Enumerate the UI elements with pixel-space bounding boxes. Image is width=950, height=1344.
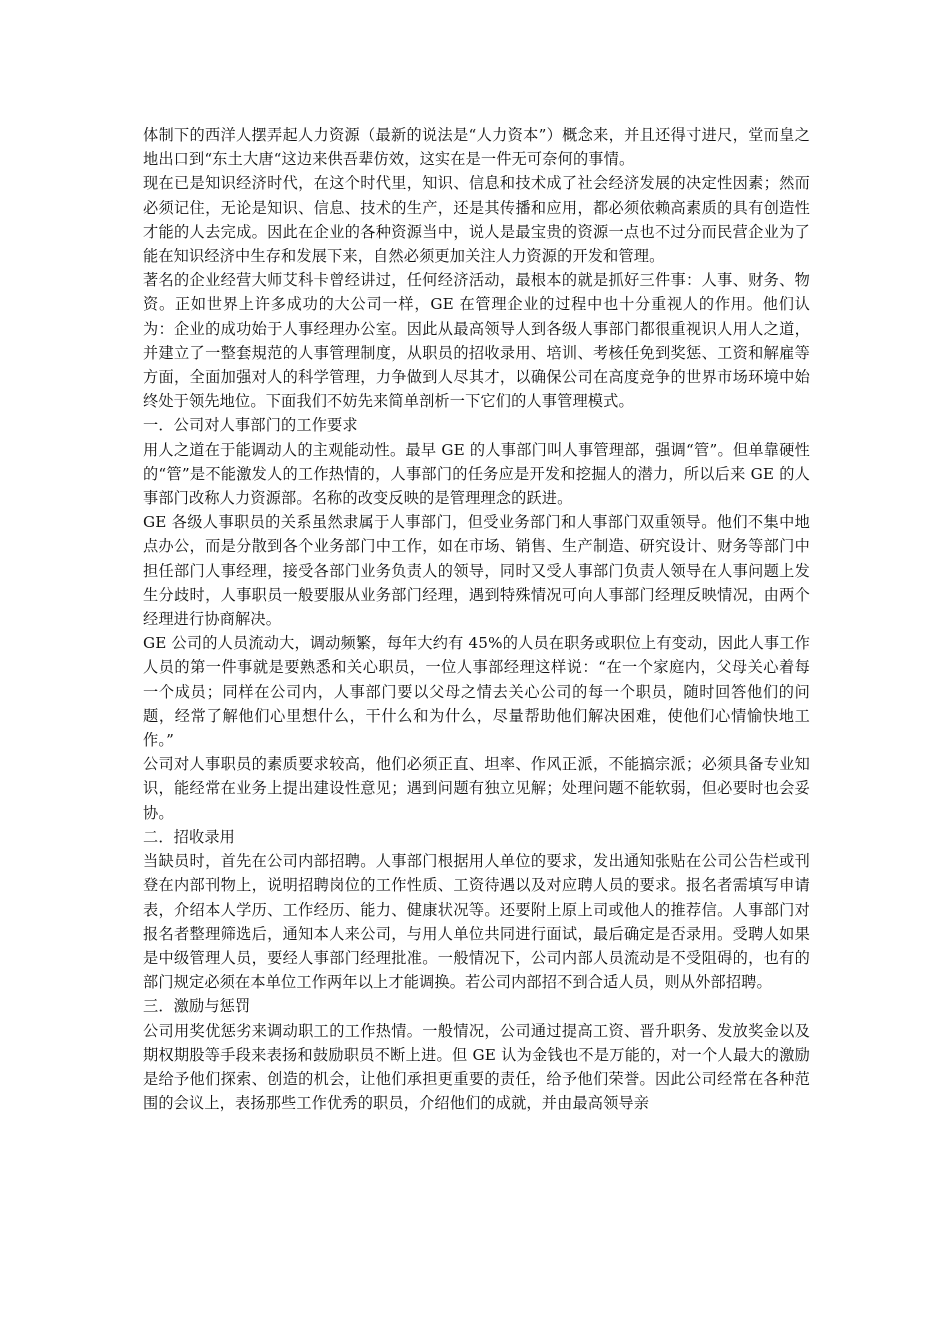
paragraph: 用人之道在于能调动人的主观能动性。最早 GE 的人事部门叫人事管理部，强调“管”。但单靠硬性的“管”是不能激发人的工作热情的，人事部门的任务应是开发和挖掘人的潜力，所以后来 GE 的人事部门改称人力资源部。名称的改变反映的是管理理念的跃进。: [143, 440, 810, 508]
paragraph: 体制下的西洋人摆弄起人力资源（最新的说法是“人力资本”）概念来，并且还得寸进尺，堂而皇之地出口到“东土大唐“这边来供吾辈仿效，这实在是一件无可奈何的事情。: [143, 126, 810, 169]
section-heading: 一．公司对人事部门的工作要求: [143, 416, 358, 435]
section-heading: 二．招收录用: [143, 827, 236, 846]
paragraph: GE 各级人事职员的关系虽然隶属于人事部门，但受业务部门和人事部门双重领导。他们不集中地点办公，而是分散到各个业务部门中工作，如在市场、销售、生产制造、研究设计、财务等部门中担任部门人事经理，接受各部门业务负责人的领导，同时又受人事部门负责人领导在人事问题上发生分歧时，人事职员一般要服从业务部门经理，遇到特殊情况可向人事部门经理反映情况，由两个经理进行协商解决。: [143, 513, 810, 629]
paragraph: GE 公司的人员流动大，调动频繁，每年大约有 45%的人员在职务或职位上有变动，因此人事工作人员的第一件事就是要熟悉和关心职员，一位人事部经理这样说：“在一个家庭内，父母关心着每一个成员；同样在公司内，人事部门要以父母之情去关心公司的每一个职员，随时回答他们的问题，经常了解他们心里想什么，干什么和为什么，尽量帮助他们解决困难，使他们心情愉快地工作。”: [143, 634, 810, 750]
paragraph: 公司用奖优惩劣来调动职工的工作热情。一般情况，公司通过提高工资、晋升职务、发放奖金以及期权期股等手段来表扬和鼓励职员不断上进。但 GE 认为金钱也不是万能的，对一个人最大的激励是给予他们探索、创造的机会，让他们承担更重要的责任，给予他们荣誉。因此公司经常在各种范围的会议上，表扬那些工作优秀的职员，介绍他们的成就，并由最高领导亲: [143, 1021, 810, 1113]
paragraph: 现在已是知识经济时代，在这个时代里，知识、信息和技术成了社会经济发展的决定性因素；然而必须记住，无论是知识、信息、技术的生产，还是其传播和应用，都必须依赖高素质的具有创造性才能的人去完成。因此在企业的各种资源当中，说人是最宝贵的资源一点也不过分而民营企业为了能在知识经济中生存和发展下来，自然必须更加关注人力资源的开发和管理。: [143, 174, 810, 266]
section-heading: 三．激励与惩罚: [143, 997, 251, 1016]
document-body: [143, 123, 810, 1115]
paragraph: 著名的企业经营大师艾科卡曾经讲过，任何经济活动，最根本的就是抓好三件事：人事、财务、物资。正如世界上许多成功的大公司一样，GE 在管理企业的过程中也十分重视人的作用。他们认为：企业的成功始于人事经理办公室。因此从最高领导人到各级人事部门都很重视识人用人之道，并建立了一整套規范的人事管理制度，从职员的招收录用、培训、考核任免到奖惩、工资和解雇等方面，全面加强对人的科学管理，力争做到人尽其才，以确保公司在高度竞争的世界市场环境中始终处于领先地位。下面我们不妨先来简单剖析一下它们的人事管理模式。: [143, 271, 810, 411]
paragraph: 当缺员时，首先在公司内部招聘。人事部门根据用人单位的要求，发出通知张贴在公司公告栏或刊登在内部刊物上，说明招聘岗位的工作性质、工资待遇以及对应聘人员的要求。报名者需填写申请表，介绍本人学历、工作经历、能力、健康状况等。还要附上原上司或他人的推荐信。人事部门对报名者整理筛选后，通知本人来公司，与用人单位共同进行面试，最后确定是否录用。受聘人如果是中级管理人员，要经人事部门经理批准。一般情况下，公司内部人员流动是不受阻碍的，也有的部门规定必须在本单位工作两年以上才能调换。若公司内部招不到合适人员，则从外部招聘。: [143, 852, 810, 992]
paragraph: 公司对人事职员的素质要求较高，他们必须正直、坦率、作风正派，不能搞宗派；必须具备专业知识，能经常在业务上提出建设性意见；遇到问题有独立见解；处理问题不能软弱，但必要时也会妥协。: [143, 755, 810, 822]
